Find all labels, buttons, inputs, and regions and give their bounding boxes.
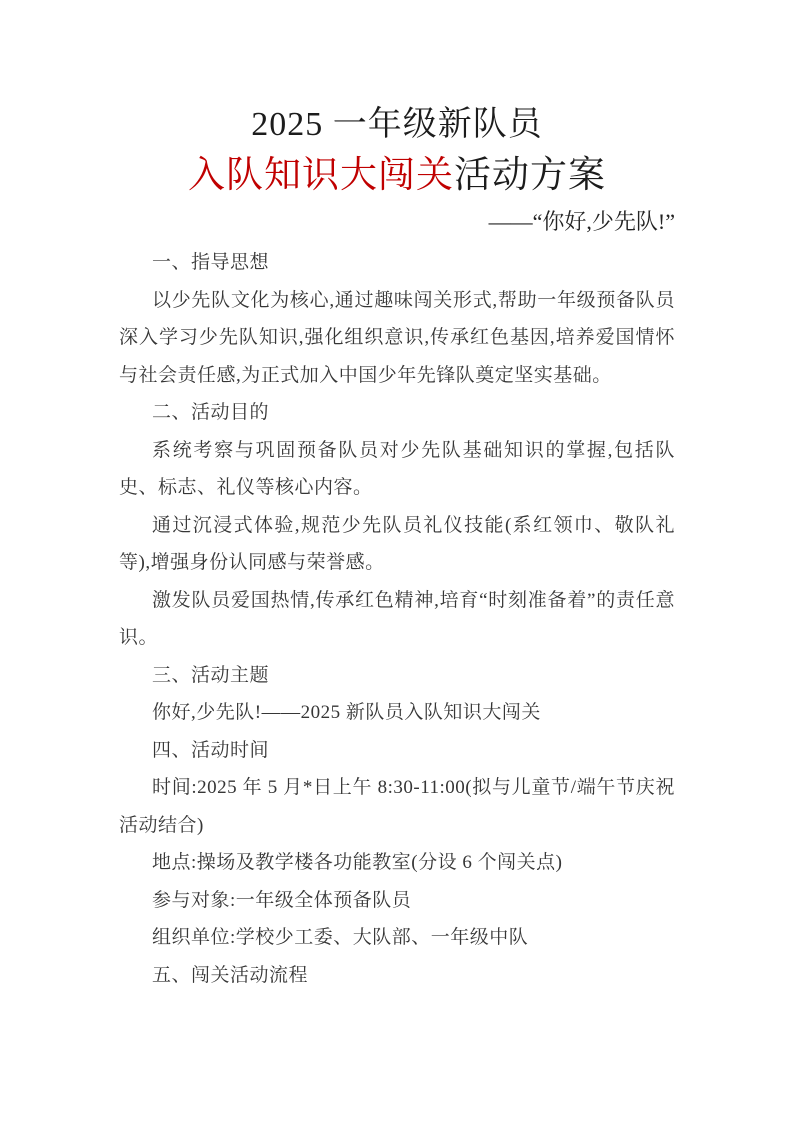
paragraph: 组织单位:学校少工委、大队部、一年级中队 — [152, 927, 529, 948]
paragraph: 五、闯关活动流程 — [152, 964, 309, 986]
paragraph: 二、活动目的 — [152, 402, 270, 423]
paragraph: 四、活动时间 — [152, 739, 270, 761]
doc-title-line2 — [119, 150, 675, 202]
doc-subtitle: ——“你好,少先队!” — [488, 209, 675, 234]
doc-title-black-segment: 活动方案 — [454, 155, 606, 196]
paragraph: 地点:操场及教学楼各功能教室(分设 6 个闯关点) — [152, 852, 563, 873]
doc-title-red-segment: 入队知识大闯关 — [188, 155, 454, 196]
doc-title-line1: 2025 一年级新队员 — [251, 106, 543, 143]
paragraph: 你好,少先队!——2025 新队员入队知识大闯关 — [152, 702, 541, 723]
paragraph: 三、活动主题 — [152, 664, 270, 686]
paragraph: 时间:2025 年 5 月*日上午 8:30-11:00(拟与儿童节/端午节庆祝活动结合) — [119, 777, 675, 836]
paragraph: 系统考察与巩固预备队员对少先队基础知识的掌握,包括队史、标志、礼仪等核心内容。 — [119, 439, 675, 498]
paragraph: 一、指导思想 — [152, 252, 270, 273]
paragraph: 参与对象:一年级全体预备队员 — [152, 889, 412, 911]
doc-body — [119, 244, 675, 994]
paragraph: 以少先队文化为核心,通过趣味闯关形式,帮助一年级预备队员深入学习少先队知识,强化组织意识,传承红色基因,培养爱国情怀与社会责任感,为正式加入中国少年先锋队奠定坚实基础。 — [119, 289, 675, 386]
paragraph: 激发队员爱国热情,传承红色精神,培育“时刻准备着”的责任意识。 — [119, 589, 675, 648]
paragraph: 通过沉浸式体验,规范少先队员礼仪技能(系红领巾、敬队礼等),增强身份认同感与荣誉感。 — [119, 514, 675, 573]
